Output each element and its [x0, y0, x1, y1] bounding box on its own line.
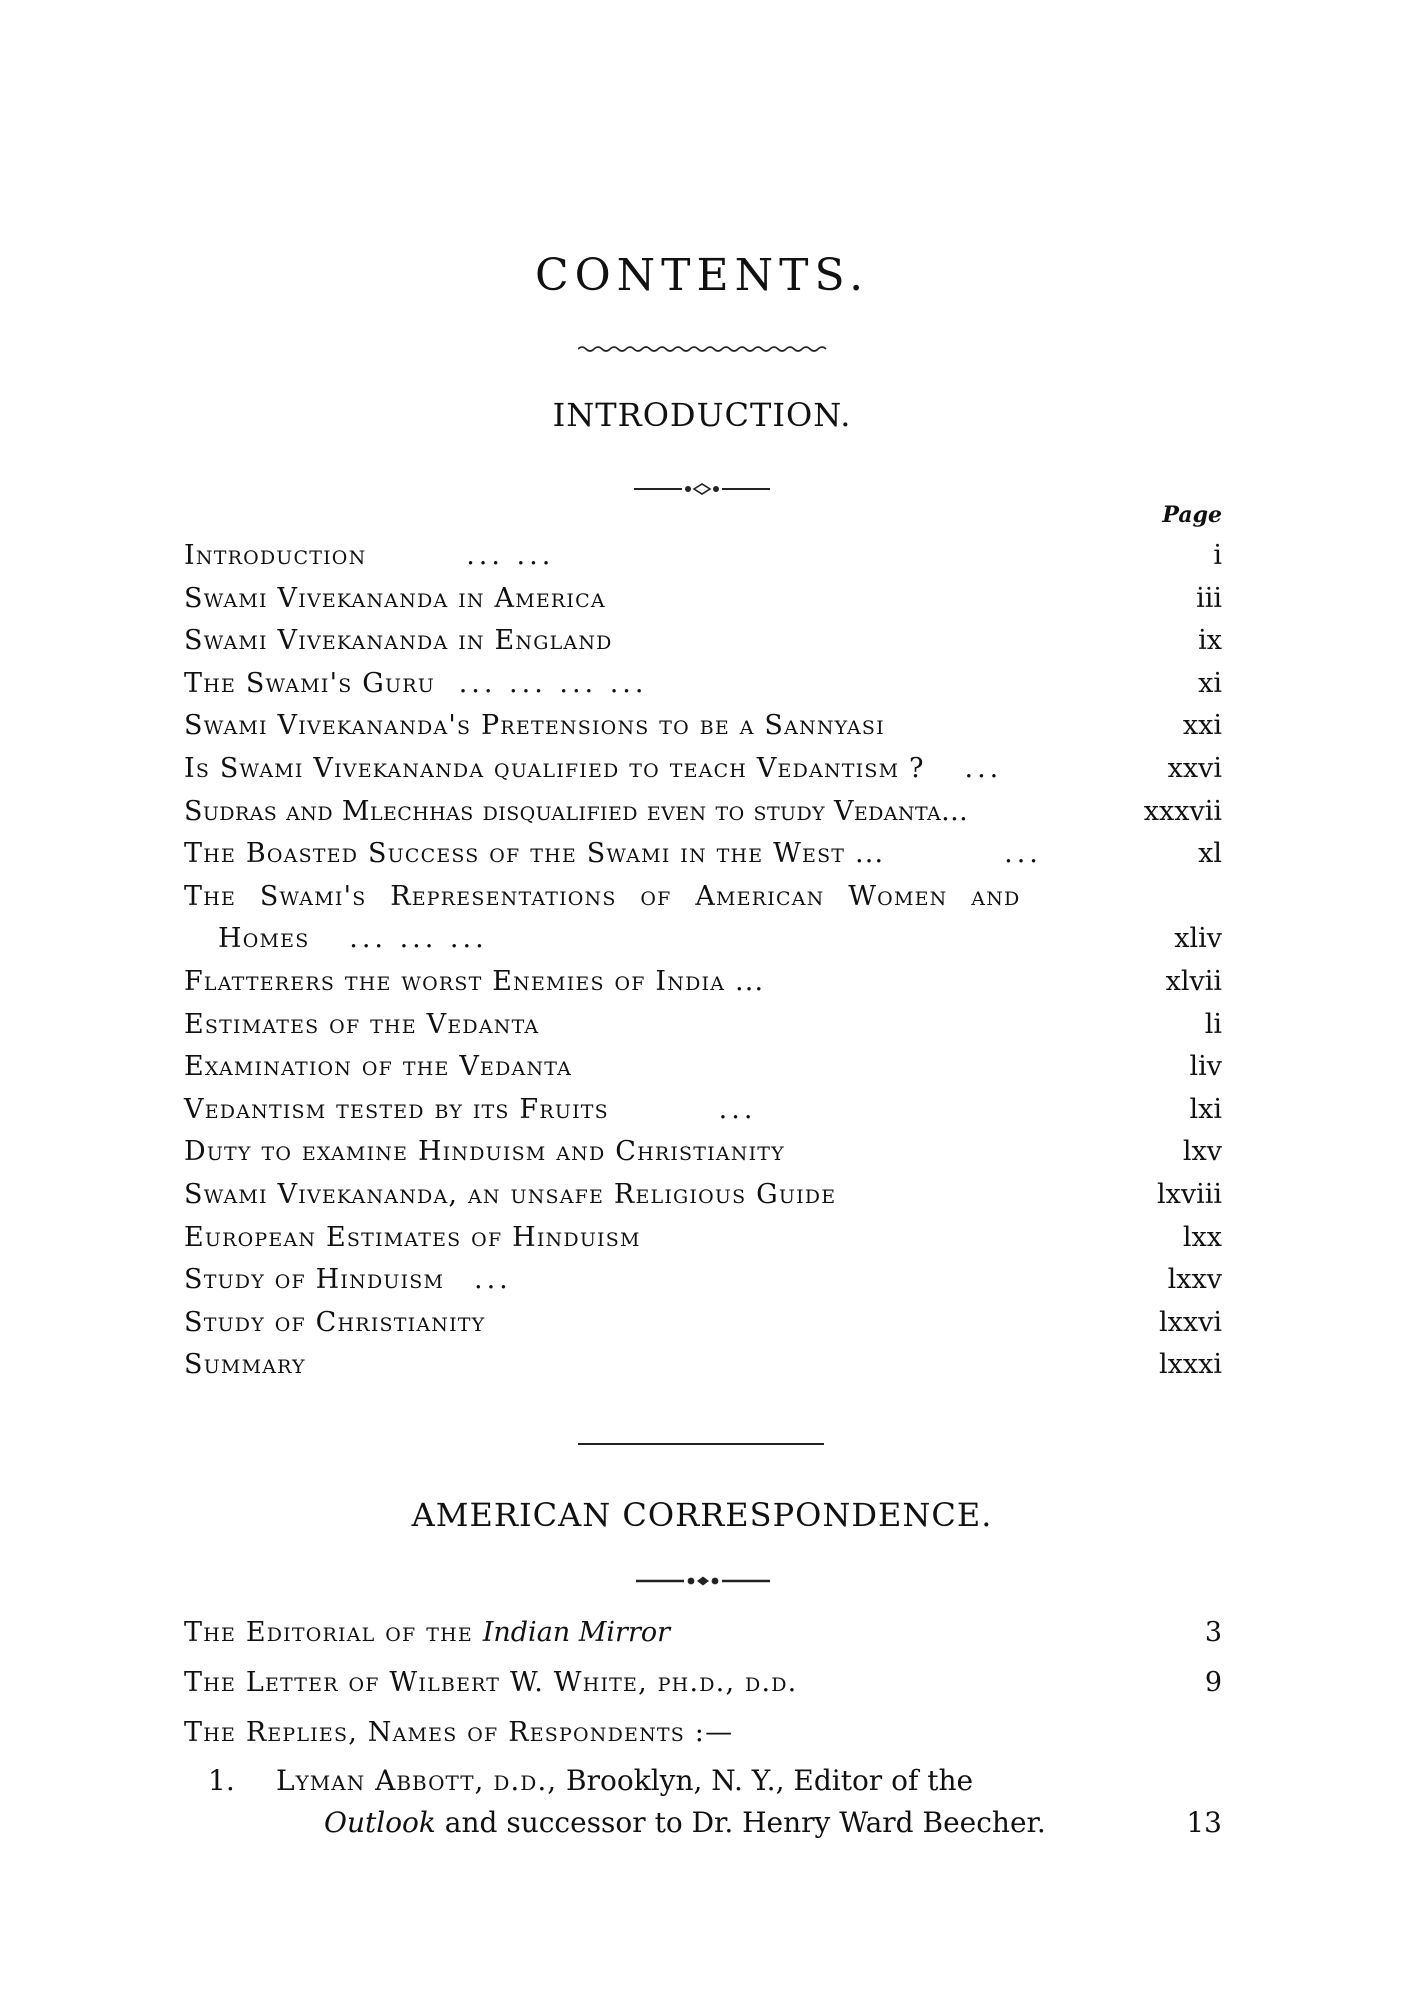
toc-entry[interactable]: Vedantism tested by its Fruits ... lxi: [184, 1093, 1222, 1125]
toc-entry[interactable]: Study of Hinduism ... lxxv: [184, 1264, 1222, 1296]
page-number: 13: [1186, 1806, 1222, 1839]
ornament-divider: [636, 1575, 770, 1587]
contents-title: CONTENTS.: [534, 250, 870, 301]
section-rule: [578, 1443, 824, 1445]
toc-entry[interactable]: Duty to examine Hinduism and Christianity lxv: [184, 1136, 1222, 1168]
toc-entry[interactable]: Homes ... ... ... xliv: [218, 923, 1222, 955]
toc-entry[interactable]: The Editorial of the Indian Mirror 3: [184, 1617, 1222, 1648]
american-correspondence-heading: AMERICAN CORRESPONDENCE.: [411, 1496, 993, 1534]
toc-entry[interactable]: Introduction ... ... i: [184, 540, 1222, 571]
toc-entry[interactable]: The Replies, Names of Respondents :—: [184, 1717, 734, 1748]
toc-entry[interactable]: The Swami's Representations of American Women and: [184, 880, 1021, 912]
wavy-divider: [578, 344, 828, 354]
toc-entry[interactable]: European Estimates of Hinduism lxx: [184, 1221, 1222, 1253]
toc-entry[interactable]: Swami Vivekananda, an unsafe Religious Guide lxviii: [184, 1178, 1222, 1210]
toc-entry[interactable]: Sudras and Mlechhas disqualified even to study Vedanta... xxxvii: [184, 795, 1222, 827]
document-page: CONTENTS. INTRODUCTION. Page Introduction ... ... i Swami Vivekananda in America iii Swami Vivekananda in England ix The Swami's Guru ... ... ... ... xi Swami Vivekananda's Pretensions to be a Sannyasi xxi Is Swami Vivekananda qualified to teach Vedantism ? ... xxvi Sudras and Mlechhas disqualified even to study Vedanta... xxxvii The Boasted Success of the Swami in the West ... ... xl The Swami's Representations of American Women and Homes ... ... ... xliv Flatterers the worst Enemies of India ... xlvii Estimates of the Vedanta li Examination of the Vedanta liv Vedantism tested by its Fruits ... lxi Duty to examine Hinduism and Christianity lxv Swami Vivekananda, an unsafe Religious Guide lxviii European Estimates of Hinduism lxx Study of Hinduism ... lxxv Study of Christianity lxxvi Summary lxxxi AMERICAN CORRESPONDENCE. The Editorial of the Indian Mirror 3 The Letter of Wilbert W. White, ph.d., d.d. 9 The Replies, Names of Respondents :— 1. Lyman Abbott, d.d., Brooklyn, N. Y., Editor of the Outlook and successor to Dr. Henry Ward Beecher. 13: [0, 0, 1404, 1999]
correspondence-toc: [184, 1608, 1222, 1758]
introduction-toc: [184, 535, 1222, 1387]
toc-entry[interactable]: The Boasted Success of the Swami in the West ... ... xl: [184, 838, 1222, 870]
ornament-divider: [634, 483, 770, 495]
toc-entry[interactable]: Summary lxxxi: [184, 1349, 1222, 1381]
toc-entry[interactable]: Swami Vivekananda in England ix: [184, 625, 1222, 657]
toc-entry[interactable]: Examination of the Vedanta liv: [184, 1051, 1222, 1083]
toc-entry[interactable]: Study of Christianity lxxvi: [184, 1306, 1222, 1338]
toc-entry[interactable]: Estimates of the Vedanta li: [184, 1008, 1222, 1040]
toc-entry[interactable]: Swami Vivekananda in America iii: [184, 582, 1222, 614]
toc-entry[interactable]: The Swami's Guru ... ... ... ... xi: [184, 667, 1222, 699]
page-column-label: Page: [1162, 502, 1222, 528]
toc-entry[interactable]: The Letter of Wilbert W. White, ph.d., d.d. 9: [184, 1667, 1222, 1698]
introduction-heading: INTRODUCTION.: [552, 396, 852, 434]
toc-entry[interactable]: Flatterers the worst Enemies of India ... xlvii: [184, 965, 1222, 997]
toc-entry[interactable]: Swami Vivekananda's Pretensions to be a Sannyasi xxi: [184, 710, 1222, 742]
toc-entry[interactable]: Is Swami Vivekananda qualified to teach Vedantism ? ... xxvi: [184, 752, 1222, 784]
